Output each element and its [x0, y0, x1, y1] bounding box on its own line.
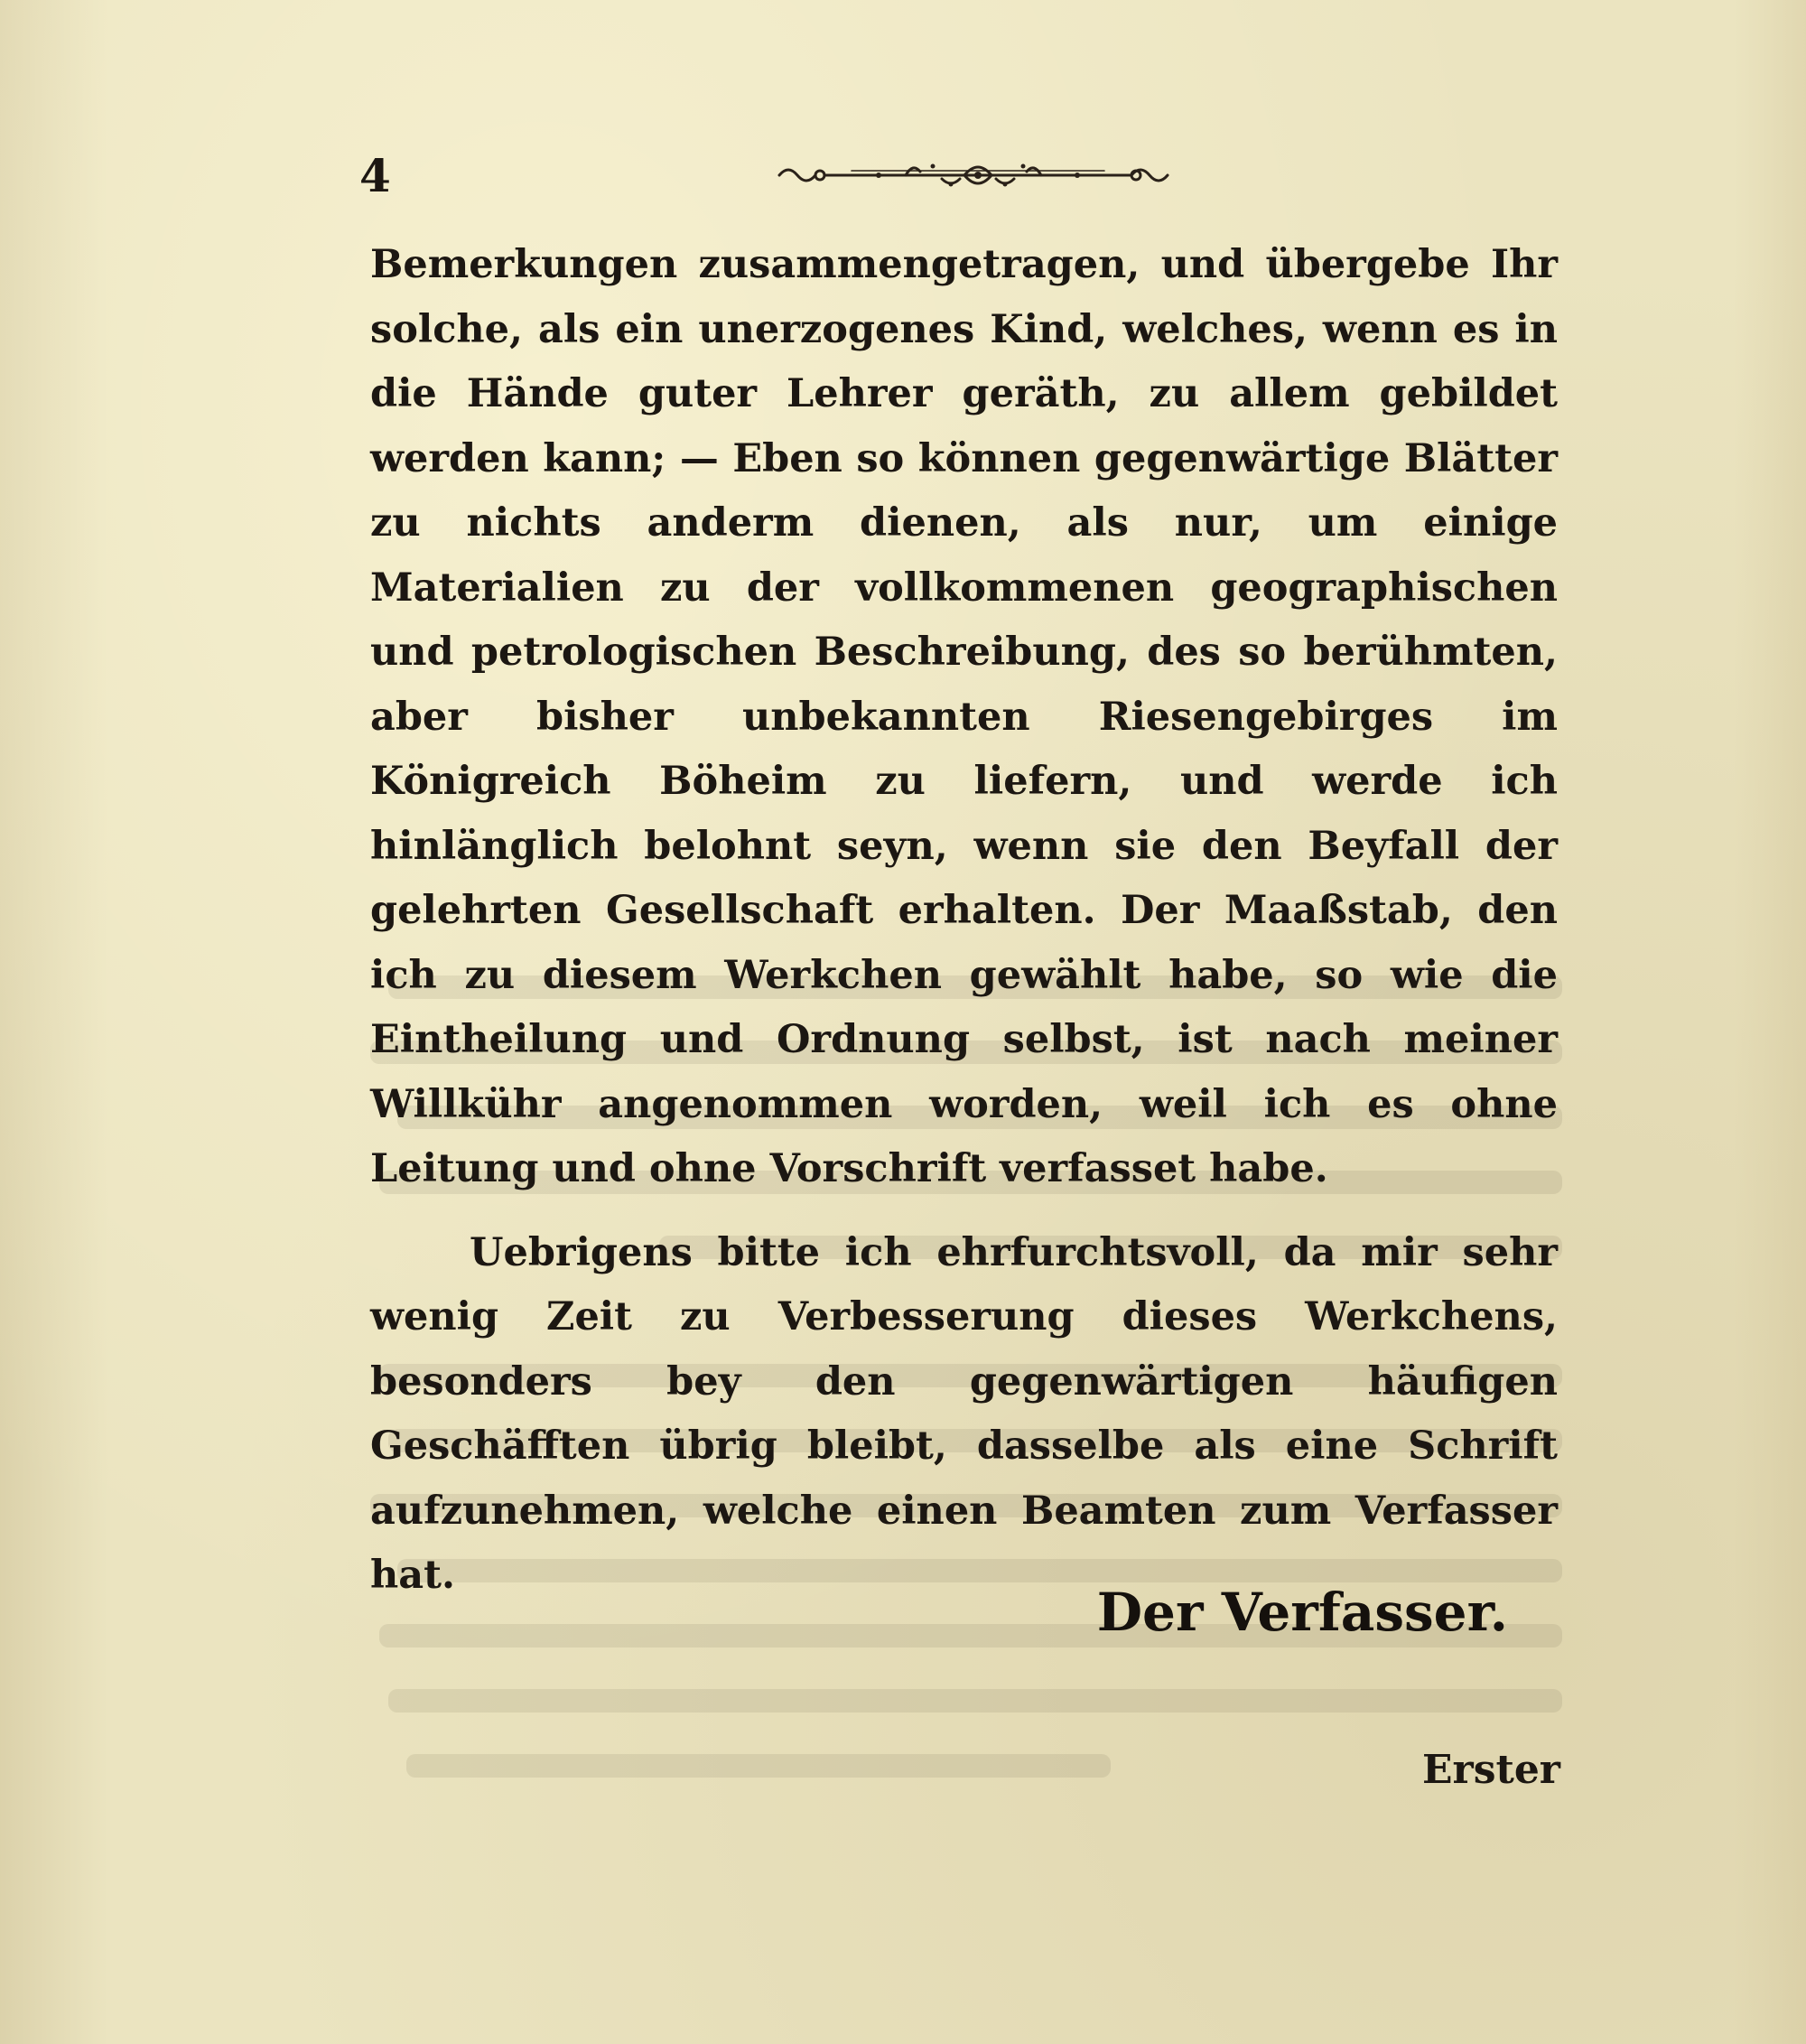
page-number: 4: [359, 149, 391, 202]
page-header: [359, 145, 1560, 208]
paragraph-2: Uebrigens bitte ich ehrfurchtsvoll, da mir sehr wenig Zeit zu Verbesserung dieses Werkchens, besonders bey den gegenwärtigen häufigen Geschäfften übrig bleibt, dasselbe als eine Schrift aufzunehmen, welche einen Beamten zum Verfasser hat.: [370, 1229, 1558, 1598]
paragraph-1: Bemerkungen zusammengetragen, und übergebe Ihr solche, als ein unerzogenes Kind, welches, wenn es in die Hände guter Lehrer geräth, zu allem gebildet werden kann; — Eben so können gegenwärtige Blätter zu nichts anderm dienen, als nur, um einige Materialien zu der vollkommenen geographischen und petrologischen Beschreibung, des so berühmten, aber bisher unbekannten Riesengebirges im Königreich Böheim zu liefern, und werde ich hinlänglich belohnt seyn, wenn sie den Beyfall der gelehrten Gesellschaft erhalten. Der Maaßstab, den ich zu diesem Werkchen gewählt habe, so wie die Eintheilung und Ordnung selbst, ist nach meiner Willkühr angenommen worden, weil ich es ohne Leitung und ohne Vorschrift verfasset habe.: [370, 242, 1558, 1191]
author-signature: Der Verfasser.: [1096, 1582, 1508, 1643]
body-text: [370, 233, 1558, 1609]
decorative-rule-ornament-icon: [770, 155, 1186, 195]
catchword: Erster: [1422, 1747, 1560, 1793]
